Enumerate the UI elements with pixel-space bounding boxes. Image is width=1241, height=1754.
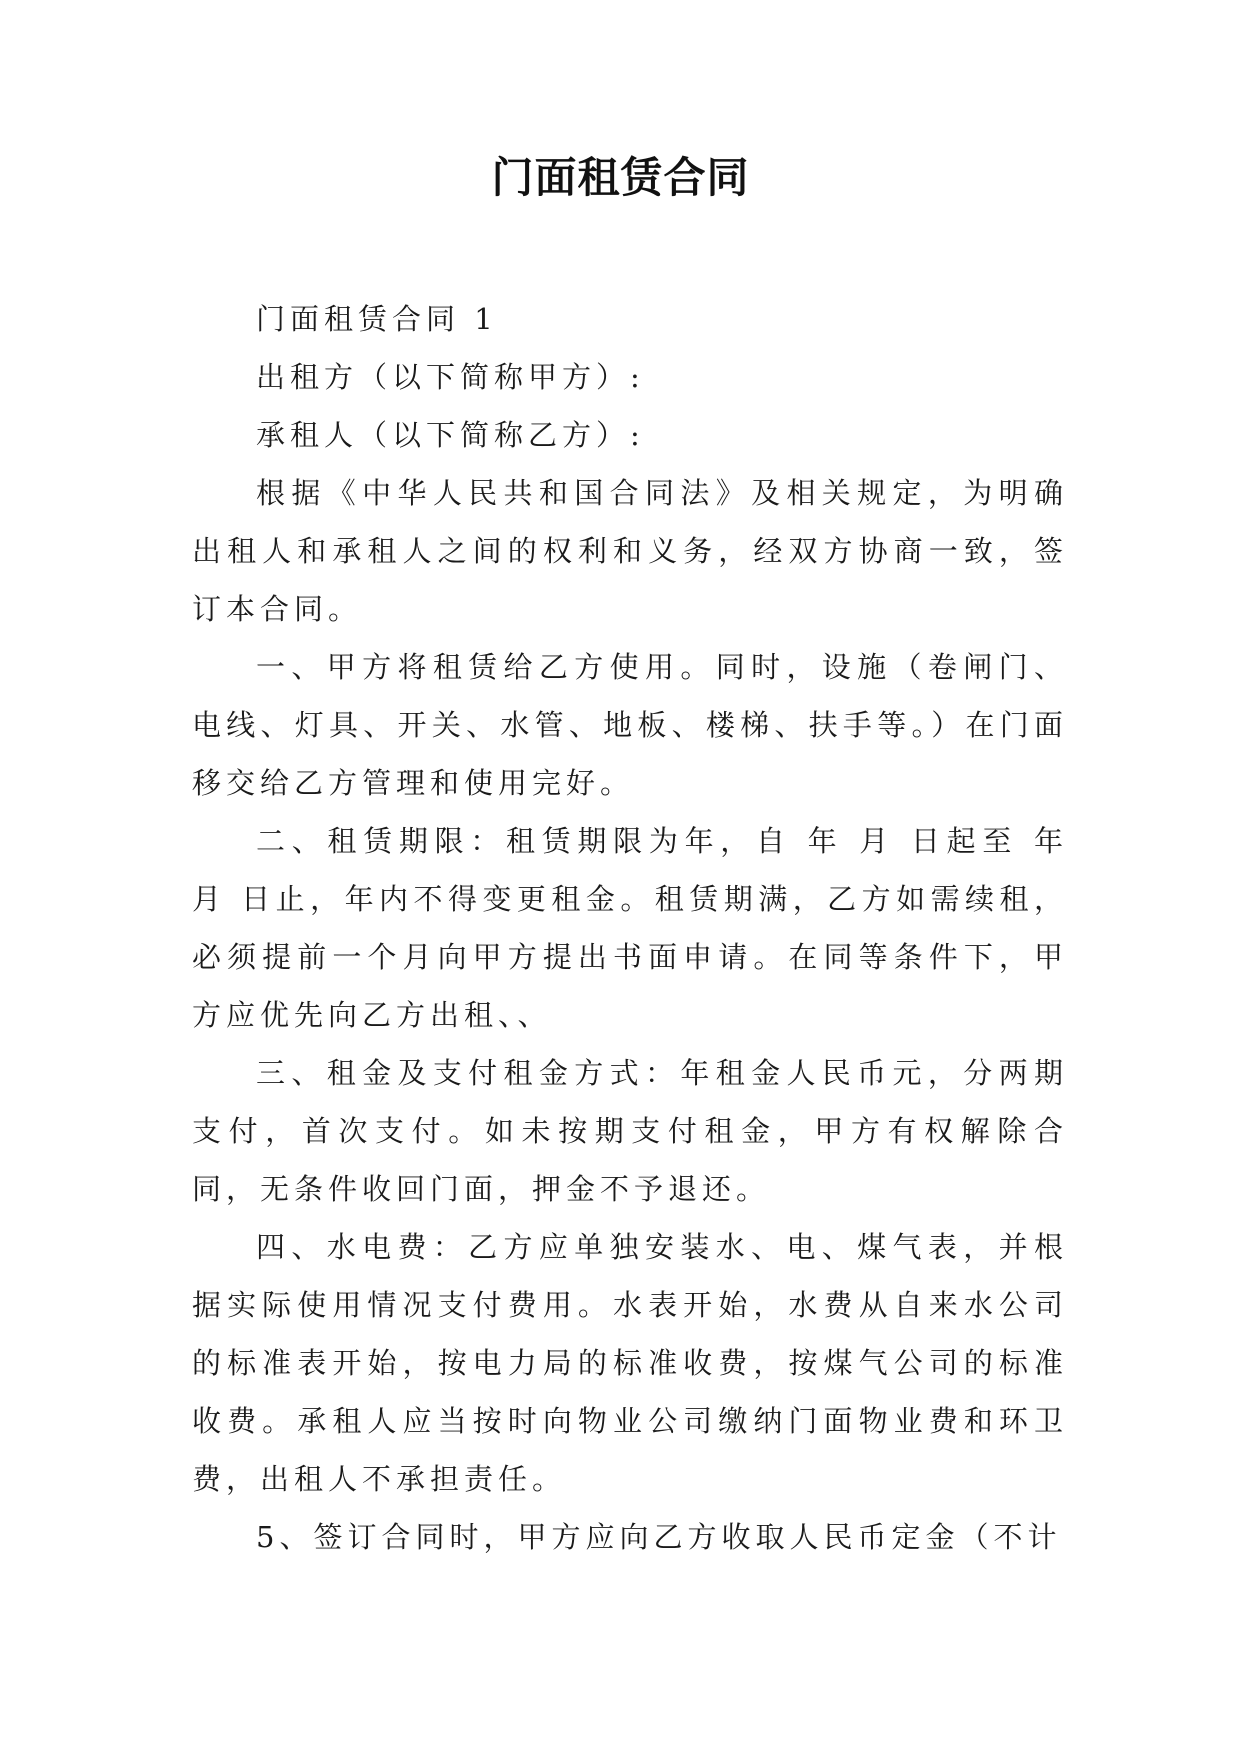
paragraph-clause-2: 二、租赁期限：租赁期限为年，自 年 月 日起至 年 月 日止，年内不得变更租金。租赁期满，乙方如需续租，必须提前一个月向甲方提出书面申请。在同等条件下，甲方应优先向乙方出租、、 [192, 824, 1068, 1032]
document-body [192, 290, 1068, 1566]
paragraph-clause-1: 一、甲方将租赁给乙方使用。同时，设施（卷闸门、电线、灯具、开关、水管、地板、楼梯、扶手等。）在门面移交给乙方管理和使用完好。 [192, 650, 1068, 800]
paragraph-lessor: 出租方（以下简称甲方）: [256, 360, 645, 394]
paragraph-heading: 门面租赁合同 1 [256, 302, 498, 336]
paragraph-clause-3: 三、租金及支付租金方式：年租金人民币元，分两期支付，首次支付。如未按期支付租金，甲方有权解除合同，无条件收回门面，押金不予退还。 [192, 1056, 1068, 1206]
paragraph-clause-5: 5、签订合同时，甲方应向乙方收取人民币定金（不计 [256, 1520, 1062, 1554]
paragraph-preamble: 根据《中华人民共和国合同法》及相关规定，为明确出租人和承租人之间的权利和义务，经双方协商一致，签订本合同。 [192, 476, 1068, 626]
paragraph-clause-4: 四、水电费：乙方应单独安装水、电、煤气表，并根据实际使用情况支付费用。水表开始，水费从自来水公司的标准表开始，按电力局的标准收费，按煤气公司的标准收费。承租人应当按时向物业公司缴纳门面物业费和环卫费，出租人不承担责任。 [192, 1230, 1068, 1496]
paragraph-lessee: 承租人（以下简称乙方）: [256, 418, 645, 452]
document-title: 门面租赁合同 [491, 153, 750, 202]
